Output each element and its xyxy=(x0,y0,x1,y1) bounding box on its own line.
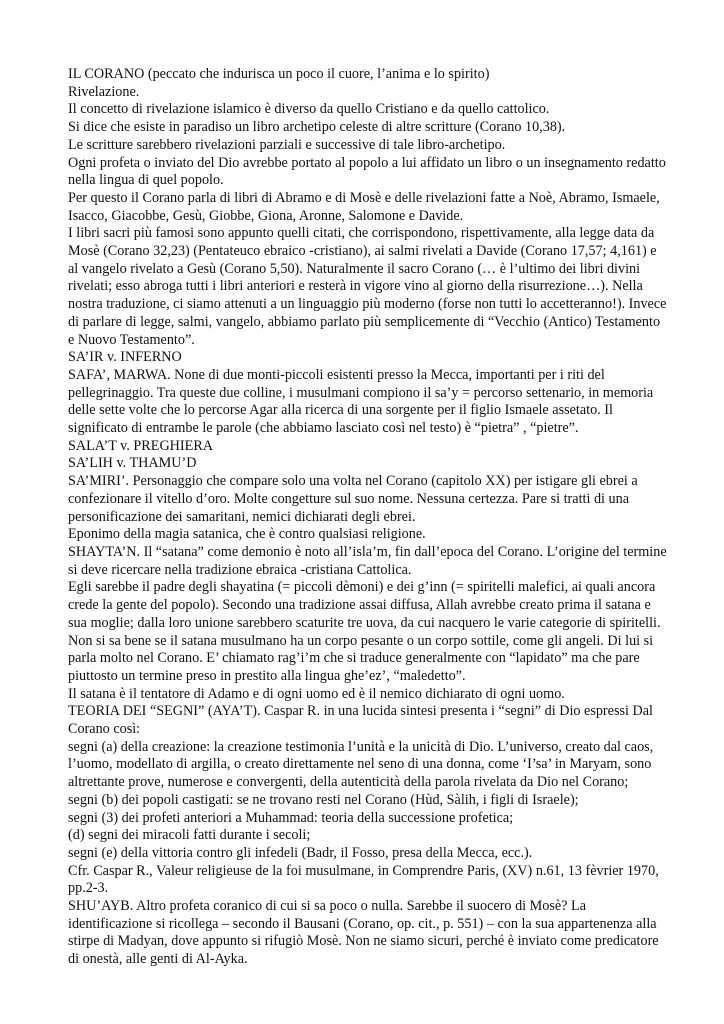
paragraph: segni (a) della creazione: la creazione testimonia l’unità e la unicità di Dio. L’universo, creato dal caos, l’uomo, modellato di argilla, o creato direttamente nel seno di una donna, come ‘I’sa’ in Maryam, sono altrettante prove, numerose e convergenti, della autenticità della parola rivelata da Dio nel Corano; xyxy=(68,738,654,791)
paragraph: Eponimo della magia satanica, che è contro qualsiasi religione. xyxy=(68,526,426,543)
paragraph: Ogni profeta o inviato del Dio avrebbe portato al popolo a lui affidato un libro o un insegnamento redatto nella lingua di quel popolo. xyxy=(68,154,666,189)
paragraph: Il concetto di rivelazione islamico è diverso da quello Cristiano e da quello cattolico. xyxy=(68,101,550,118)
paragraph: SA’LIH v. THAMU’D xyxy=(68,455,197,472)
paragraph: SHU’AYB. Altro profeta coranico di cui si sa poco o nulla. Sarebbe il suocero di Mosè? La identificazione si ricollega – secondo il Bausani (Corano, op. cit., p. 551) – con la sua appartenenza alla stirpe di Madyan, dove appunto si rifugiò Mosè. Non ne siamo sicuri, perché è inviato come predicatore di onestà, alle genti di Al-Ayka. xyxy=(68,898,659,968)
document-page xyxy=(68,66,668,969)
paragraph: SA’IR v. INFERNO xyxy=(68,349,182,366)
paragraph: SHAYTA’N. Il “satana” come demonio è noto all’isla’m, fin dall’epoca del Corano. L’origine del termine si deve ricercare nella tradizione ebraica -cristiana Cattolica. xyxy=(68,543,667,578)
citation: Cfr. Caspar R., Valeur religieuse de la foi musulmane, in Comprendre Paris, (XV) n.61, 13 fèvrier 1970, pp.2-3. xyxy=(68,862,659,897)
paragraph: SAFA’, MARWA. None di due monti-piccoli esistenti presso la Mecca, importanti per i riti del pellegrinaggio. Tra queste due colline, i musulmani compiono il sa’y = percorso settenario, in memoria delle sette volte che lo percorse Agar alla ricerca di una sorgente per il figlio Ismaele assetato. Il significato di entrambe le parole (che abbiamo lasciato così nel testo) è “pietra” , “pietre”. xyxy=(68,366,654,437)
paragraph: Le scritture sarebbero rivelazioni parziali e successive di tale libro-archetipo. xyxy=(68,136,506,153)
paragraph: Egli sarebbe il padre degli shayatina (= piccoli dèmoni) e dei g’inn (= spiritelli malefici, ai quali ancora crede la gente del popolo). Secondo una tradizione assai diffusa, Allah avrebbe creato prima il satana e sua moglie; dalla loro unione sarebbero scaturite tre uova, da cui nacquero le varie categorie di spiritelli. Non si sa bene se il satana musulmano ha un corpo pesante o un corpo sottile, come gli angeli. Di lui si parla molto nel Corano. E’ chiamato rag’i’m che si traduce generalmente con “lapidato” ma che pare piuttosto un termine preso in prestito alla lingua ghe’ez’, “maledetto”. xyxy=(68,579,661,684)
paragraph: segni (b) dei popoli castigati: se ne trovano resti nel Corano (Hùd, Sàlih, i figli di Israele); xyxy=(68,791,579,808)
paragraph: I libri sacri più famosi sono appunto quelli citati, che corrispondono, rispettivamente, alla legge data da Mosè (Corano 32,23) (Pentateuco ebraico -cristiano), ai salmi rivelati a Davide (Corano 17,57; 4,161) e al vangelo rivelato a Gesù (Corano 5,50). Naturalmente il sacro Corano (… è l’ultimo dei libri divini rivelati; esso abroga tutti i libri anteriori e resterà in vigore vino al giorno della risurrezione…). Nella nostra traduzione, ci siamo attenuti a un linguaggio più moderno (forse non tutti lo accetteranno!). Invece di parlare di legge, salmi, vangelo, abbiamo parlato più semplicemente di “Vecchio (Antico) Testamento e Nuovo Testamento”. xyxy=(68,225,667,348)
paragraph-title: IL CORANO (peccato che indurisca un poco il cuore, l’anima e lo spirito) xyxy=(68,66,490,82)
paragraph: Si dice che esiste in paradiso un libro archetipo celeste di altre scritture (Corano 10,38). xyxy=(68,119,566,136)
paragraph: TEORIA DEI “SEGNI” (AYA’T). Caspar R. in una lucida sintesi presenta i “segni” di Dio espressi Dal Corano così: xyxy=(68,703,653,738)
paragraph: segni (e) della vittoria contro gli infedeli (Badr, il Fosso, presa della Mecca, ecc.). xyxy=(68,844,533,861)
paragraph: Il satana è il tentatore di Adamo e di ogni uomo ed è il nemico dichiarato di ogni uomo. xyxy=(68,685,565,702)
paragraph: Per questo il Corano parla di libri di Abramo e di Mosè e delle rivelazioni fatte a Noè, Abramo, Ismaele, Isacco, Giacobbe, Gesù, Giobbe, Giona, Aronne, Salomone e Davide. xyxy=(68,189,660,224)
paragraph: Rivelazione. xyxy=(68,83,140,100)
paragraph: SA’MIRI’. Personaggio che compare solo una volta nel Corano (capitolo XX) per istigare gli ebrei a confezionare il vitello d’oro. Molte congetture sul suo nome. Nessuna certezza. Pare si tratti di una personificazione dei samaritani, nemici dichiarati degli ebrei. xyxy=(68,473,638,525)
paragraph: (d) segni dei miracoli fatti durante i secoli; xyxy=(68,827,311,844)
paragraph: segni (3) dei profeti anteriori a Muhammad: teoria della successione profetica; xyxy=(68,809,514,826)
paragraph: SALA’T v. PREGHIERA xyxy=(68,437,214,454)
